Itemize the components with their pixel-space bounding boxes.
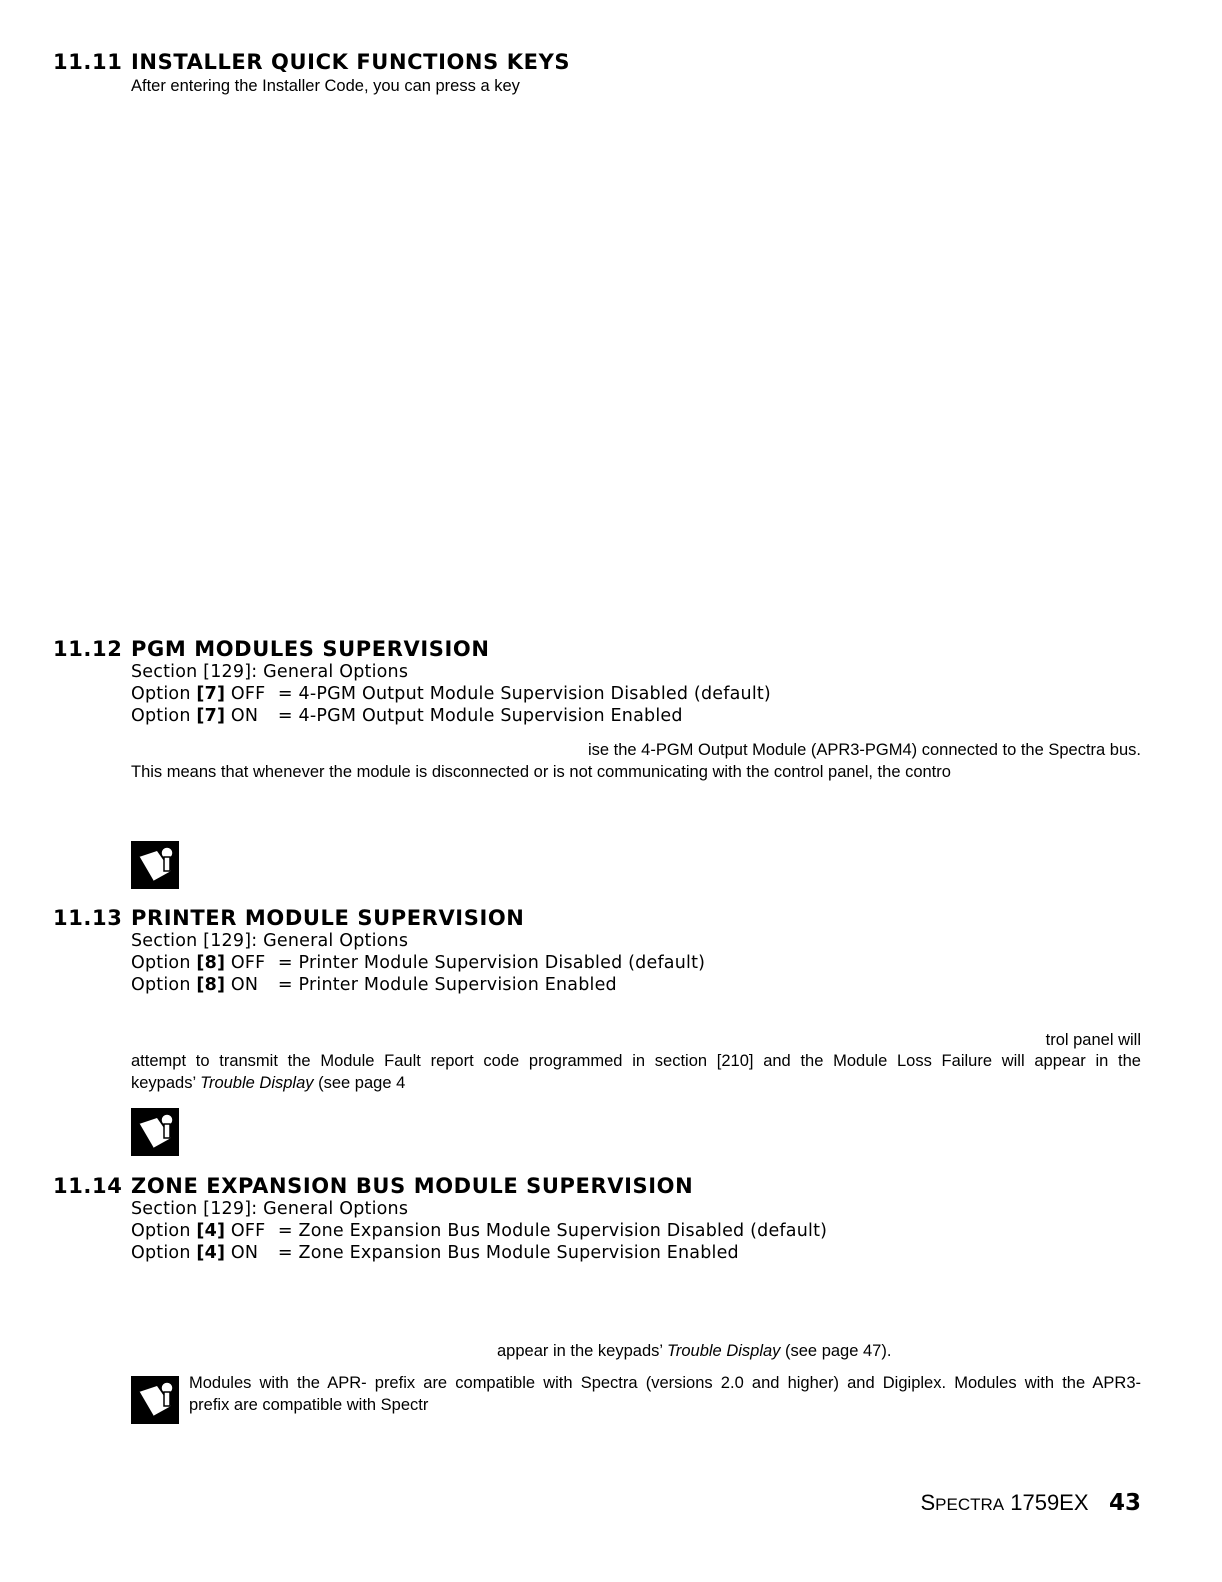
- option-state: OFF: [230, 684, 266, 704]
- section-number: 11.13: [53, 906, 123, 930]
- brand-initial: S: [920, 1490, 936, 1515]
- note-text: Modules with the APR- prefix are compatible with Spectra (versions 2.0 and higher) and Digiplex. Modules with the APR3-: [189, 1374, 1141, 1392]
- option-desc: = Zone Expansion Bus Module Supervision Disabled (default): [277, 1221, 828, 1241]
- text-run: keypads’: [131, 1074, 196, 1092]
- option-off-line: [131, 684, 771, 704]
- option-label: Option: [131, 975, 191, 995]
- section-number: 11.12: [53, 637, 123, 661]
- option-key: [8]: [196, 975, 226, 995]
- section-ref: Section [129]: General Options: [131, 931, 409, 951]
- section-ref: Section [129]: General Options: [131, 662, 409, 682]
- page-footer: [920, 1490, 1141, 1516]
- option-state: OFF: [230, 1221, 266, 1241]
- note-icon: [131, 1108, 179, 1156]
- option-key: [7]: [196, 684, 226, 704]
- text-run: (see page 4: [318, 1074, 406, 1092]
- option-desc: = Printer Module Supervision Disabled (default): [277, 953, 706, 973]
- section-number: 11.14: [53, 1174, 123, 1198]
- paragraph-line: [497, 1342, 891, 1361]
- product-name: [920, 1490, 1088, 1515]
- note-icon: [131, 1376, 179, 1424]
- model-number: 1759EX: [1010, 1490, 1089, 1515]
- option-label: Option: [131, 1221, 191, 1241]
- option-state: ON: [230, 706, 259, 726]
- paragraph-line: [131, 1074, 405, 1093]
- paragraph-line: This means that whenever the module is disconnected or is not communicating with the control panel, the contro: [131, 763, 951, 781]
- italic-run: Trouble Display: [667, 1342, 781, 1360]
- brand-rest: PECTRA: [935, 1495, 1005, 1514]
- section-title: PRINTER MODULE SUPERVISION: [131, 906, 525, 930]
- heading-11-11: [53, 50, 570, 74]
- heading-11-14: [53, 1174, 693, 1198]
- option-label: Option: [131, 706, 191, 726]
- option-label: Option: [131, 684, 191, 704]
- option-key: [4]: [196, 1243, 226, 1263]
- option-off-line: [131, 1221, 827, 1241]
- heading-11-13: [53, 906, 525, 930]
- intro-text: After entering the Installer Code, you can press a key: [131, 77, 520, 95]
- section-number: 11.11: [53, 50, 123, 74]
- option-desc: = Zone Expansion Bus Module Supervision Enabled: [277, 1243, 739, 1263]
- option-state: ON: [230, 975, 259, 995]
- heading-11-12: [53, 637, 490, 661]
- paragraph-line: trol panel will: [1045, 1031, 1141, 1049]
- option-key: [7]: [196, 706, 226, 726]
- page-number: 43: [1108, 1490, 1141, 1516]
- option-key: [8]: [196, 953, 226, 973]
- option-label: Option: [131, 1243, 191, 1263]
- option-label: Option: [131, 953, 191, 973]
- option-on-line: [131, 975, 617, 995]
- option-on-line: [131, 706, 683, 726]
- option-on-line: [131, 1243, 739, 1263]
- paragraph-line: ise the 4-PGM Output Module (APR3-PGM4) connected to the Spectra bus.: [587, 741, 1141, 759]
- paragraph-line: attempt to transmit the Module Fault report code programmed in section [210] and the Module Loss Failure will appear in the: [131, 1052, 1141, 1070]
- option-desc: = Printer Module Supervision Enabled: [277, 975, 617, 995]
- italic-run: Trouble Display: [200, 1074, 314, 1092]
- section-title: ZONE EXPANSION BUS MODULE SUPERVISION: [131, 1174, 694, 1198]
- section-ref: Section [129]: General Options: [131, 1199, 409, 1219]
- option-state: OFF: [230, 953, 266, 973]
- section-title: PGM MODULES SUPERVISION: [131, 637, 490, 661]
- option-off-line: [131, 953, 705, 973]
- option-desc: = 4-PGM Output Module Supervision Disabled (default): [277, 684, 771, 704]
- option-state: ON: [230, 1243, 259, 1263]
- option-key: [4]: [196, 1221, 226, 1241]
- option-desc: = 4-PGM Output Module Supervision Enabled: [277, 706, 683, 726]
- text-run: (see page 47).: [785, 1342, 892, 1360]
- note-icon: [131, 841, 179, 889]
- note-text: prefix are compatible with Spectr: [189, 1396, 429, 1414]
- text-run: appear in the keypads’: [497, 1342, 663, 1360]
- section-title: INSTALLER QUICK FUNCTIONS KEYS: [131, 50, 571, 74]
